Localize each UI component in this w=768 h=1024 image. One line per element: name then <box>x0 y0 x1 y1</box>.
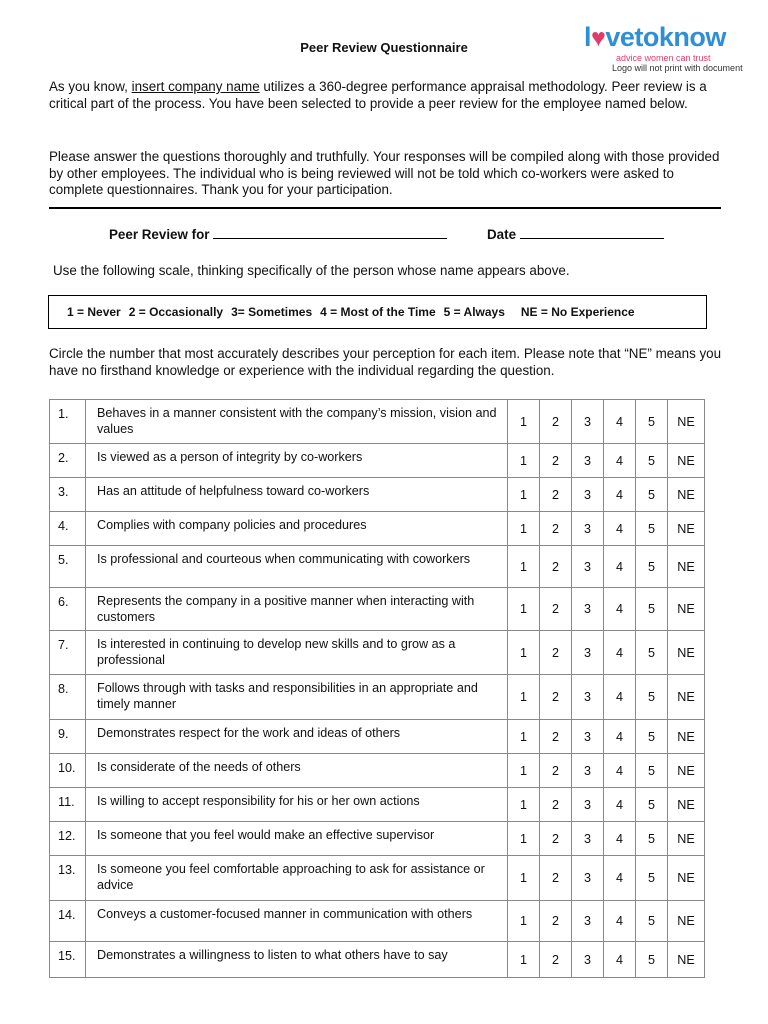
rating-option[interactable]: NE <box>668 720 705 754</box>
question-text: Is someone that you feel would make an effective supervisor <box>86 822 508 856</box>
question-text: Is professional and courteous when communicating with coworkers <box>86 546 508 588</box>
rating-option[interactable]: 2 <box>540 478 572 512</box>
rating-option[interactable]: 2 <box>540 512 572 546</box>
rating-option[interactable]: 5 <box>636 788 668 822</box>
logo-tagline: advice women can trust <box>616 53 711 63</box>
date-field[interactable] <box>487 227 664 242</box>
question-row <box>50 675 705 720</box>
rating-option[interactable]: 5 <box>636 675 668 720</box>
rating-option[interactable]: 4 <box>604 754 636 788</box>
question-row <box>50 478 705 512</box>
rating-option[interactable]: 3 <box>572 822 604 856</box>
question-text: Demonstrates a willingness to listen to what others have to say <box>86 942 508 978</box>
rating-option[interactable]: 3 <box>572 478 604 512</box>
rating-option[interactable]: 5 <box>636 822 668 856</box>
date-blank[interactable] <box>520 227 664 239</box>
rating-option[interactable]: NE <box>668 546 705 588</box>
rating-option[interactable]: NE <box>668 822 705 856</box>
rating-option[interactable]: 5 <box>636 588 668 631</box>
question-text: Is interested in continuing to develop new skills and to grow as a professional <box>86 631 508 675</box>
rating-option[interactable]: 2 <box>540 631 572 675</box>
question-text: Is viewed as a person of integrity by co-workers <box>86 444 508 478</box>
intro-paragraph: As you know, insert company name utilizes a 360-degree performance appraisal methodology. Peer review is a critical part of the process. You have been selected to provide a peer review for the employee named below. <box>49 79 707 111</box>
question-row <box>50 400 705 444</box>
question-row <box>50 754 705 788</box>
rating-option[interactable]: 3 <box>572 901 604 942</box>
scale-item: 5 = Always <box>443 305 505 319</box>
rating-option[interactable]: 2 <box>540 901 572 942</box>
rating-option[interactable]: 3 <box>572 512 604 546</box>
peer-review-for-blank[interactable] <box>213 227 447 239</box>
question-number: 5. <box>50 546 86 588</box>
date-label: Date <box>487 227 517 242</box>
rating-option[interactable]: 1 <box>508 478 540 512</box>
rating-option[interactable]: 2 <box>540 444 572 478</box>
question-row <box>50 942 705 978</box>
rating-option[interactable]: 1 <box>508 546 540 588</box>
rating-option[interactable]: 5 <box>636 631 668 675</box>
rating-option[interactable]: 5 <box>636 400 668 444</box>
question-text: Represents the company in a positive manner when interacting with customers <box>86 588 508 631</box>
question-text: Demonstrates respect for the work and ideas of others <box>86 720 508 754</box>
logo-wordmark: l♥vetoknow <box>584 22 726 52</box>
question-row <box>50 822 705 856</box>
rating-option[interactable]: 4 <box>604 444 636 478</box>
rating-option[interactable]: NE <box>668 512 705 546</box>
rating-option[interactable]: NE <box>668 400 705 444</box>
question-number: 14. <box>50 901 86 942</box>
question-number: 12. <box>50 822 86 856</box>
rating-option[interactable]: NE <box>668 478 705 512</box>
rating-option[interactable]: 4 <box>604 675 636 720</box>
rating-option[interactable]: 2 <box>540 788 572 822</box>
rating-option[interactable]: 4 <box>604 720 636 754</box>
rating-option[interactable]: NE <box>668 788 705 822</box>
question-text: Is willing to accept responsibility for his or her own actions <box>86 788 508 822</box>
rating-option[interactable]: NE <box>668 675 705 720</box>
rating-option[interactable]: 4 <box>604 512 636 546</box>
rating-option[interactable]: 4 <box>604 822 636 856</box>
rating-option[interactable]: NE <box>668 444 705 478</box>
rating-option[interactable]: 5 <box>636 754 668 788</box>
question-text: Follows through with tasks and responsibilities in an appropriate and timely manner <box>86 675 508 720</box>
divider <box>49 207 721 209</box>
scale-intro: Use the following scale, thinking specifically of the person whose name appears above. <box>53 263 570 278</box>
rating-option[interactable]: 1 <box>508 754 540 788</box>
question-row <box>50 546 705 588</box>
question-text: Conveys a customer-focused manner in communication with others <box>86 901 508 942</box>
rating-option[interactable]: 4 <box>604 400 636 444</box>
rating-option[interactable]: 2 <box>540 400 572 444</box>
question-row <box>50 720 705 754</box>
rating-option[interactable]: 2 <box>540 822 572 856</box>
rating-option[interactable]: NE <box>668 901 705 942</box>
rating-option[interactable]: 1 <box>508 901 540 942</box>
rating-option[interactable]: 3 <box>572 856 604 901</box>
rating-option[interactable]: NE <box>668 631 705 675</box>
rating-option[interactable]: 4 <box>604 478 636 512</box>
scale-item: 3= Sometimes <box>231 305 313 319</box>
rating-option[interactable]: 4 <box>604 546 636 588</box>
question-number: 10. <box>50 754 86 788</box>
rating-option[interactable]: 2 <box>540 588 572 631</box>
rating-option[interactable]: 1 <box>508 788 540 822</box>
rating-option[interactable]: 1 <box>508 822 540 856</box>
question-number: 15. <box>50 942 86 978</box>
rating-option[interactable]: 4 <box>604 942 636 978</box>
question-number: 4. <box>50 512 86 546</box>
rating-option[interactable]: NE <box>668 588 705 631</box>
rating-option[interactable]: 1 <box>508 512 540 546</box>
rating-option[interactable]: 3 <box>572 720 604 754</box>
question-number: 2. <box>50 444 86 478</box>
rating-option[interactable]: 3 <box>572 754 604 788</box>
rating-option[interactable]: 1 <box>508 444 540 478</box>
rating-option[interactable]: 3 <box>572 788 604 822</box>
rating-option[interactable]: 1 <box>508 675 540 720</box>
rating-option[interactable]: 2 <box>540 720 572 754</box>
scale-item: 2 = Occasionally <box>128 305 224 319</box>
question-row <box>50 588 705 631</box>
scale-item: 4 = Most of the Time <box>320 305 436 319</box>
question-row <box>50 856 705 901</box>
rating-option[interactable]: 5 <box>636 512 668 546</box>
rating-option[interactable]: NE <box>668 942 705 978</box>
question-text: Has an attitude of helpfulness toward co-workers <box>86 478 508 512</box>
rating-option[interactable]: 3 <box>572 444 604 478</box>
rating-option[interactable]: 3 <box>572 942 604 978</box>
logo-note: Logo will not print with document <box>612 63 743 73</box>
rating-option[interactable]: NE <box>668 856 705 901</box>
question-number: 8. <box>50 675 86 720</box>
question-number: 11. <box>50 788 86 822</box>
question-text: Behaves in a manner consistent with the company’s mission, vision and values <box>86 400 508 444</box>
rating-option[interactable]: 5 <box>636 856 668 901</box>
page-title: Peer Review Questionnaire <box>300 40 468 55</box>
rating-option[interactable]: 4 <box>604 901 636 942</box>
rating-option[interactable]: 1 <box>508 588 540 631</box>
rating-option[interactable]: 4 <box>604 588 636 631</box>
rating-option[interactable]: 3 <box>572 546 604 588</box>
rating-option[interactable]: 5 <box>636 720 668 754</box>
question-number: 6. <box>50 588 86 631</box>
rating-scale-legend <box>48 295 707 329</box>
heart-icon: ♥ <box>591 24 606 52</box>
rating-option[interactable]: 1 <box>508 942 540 978</box>
rating-option[interactable]: 3 <box>572 400 604 444</box>
question-number: 9. <box>50 720 86 754</box>
question-number: 7. <box>50 631 86 675</box>
question-text: Is considerate of the needs of others <box>86 754 508 788</box>
rating-option[interactable]: 5 <box>636 901 668 942</box>
rating-option[interactable]: 3 <box>572 588 604 631</box>
question-number: 13. <box>50 856 86 901</box>
rating-option[interactable]: 3 <box>572 675 604 720</box>
rating-option[interactable]: 5 <box>636 444 668 478</box>
rating-option[interactable]: 5 <box>636 546 668 588</box>
rating-option[interactable]: 4 <box>604 856 636 901</box>
question-text: Complies with company policies and procedures <box>86 512 508 546</box>
scale-item: 1 = Never <box>67 305 121 319</box>
rating-option[interactable]: 3 <box>572 631 604 675</box>
question-number: 1. <box>50 400 86 444</box>
rating-option[interactable]: 2 <box>540 942 572 978</box>
question-row <box>50 512 705 546</box>
question-row <box>50 788 705 822</box>
question-number: 3. <box>50 478 86 512</box>
circle-instructions: Circle the number that most accurately describes your perception for each item. Please note that “NE” means you have no firsthand knowledge or experience with the individual regarding the question. <box>49 346 722 378</box>
question-row <box>50 631 705 675</box>
rating-option[interactable]: 2 <box>540 675 572 720</box>
rating-option[interactable]: 4 <box>604 631 636 675</box>
rating-option[interactable]: 2 <box>540 754 572 788</box>
company-name-placeholder[interactable]: insert company name <box>131 79 260 94</box>
rating-option[interactable]: 1 <box>508 856 540 901</box>
rating-option[interactable]: 4 <box>604 788 636 822</box>
rating-option[interactable]: 2 <box>540 856 572 901</box>
question-row <box>50 444 705 478</box>
rating-option[interactable]: 1 <box>508 400 540 444</box>
question-text: Is someone you feel comfortable approaching to ask for assistance or advice <box>86 856 508 901</box>
rating-option[interactable]: 1 <box>508 720 540 754</box>
question-row <box>50 901 705 942</box>
instructions-paragraph: Please answer the questions thoroughly and truthfully. Your responses will be compiled along with those provided by other employees. The individual who is being reviewed will not be told which co-workers were asked to complete questionnaires. Thank you for your participation. <box>49 149 720 197</box>
peer-review-for-label: Peer Review for <box>109 227 210 242</box>
peer-review-for-field[interactable] <box>109 227 447 242</box>
rating-option[interactable]: NE <box>668 754 705 788</box>
rating-option[interactable]: 5 <box>636 478 668 512</box>
rating-option[interactable]: 1 <box>508 631 540 675</box>
scale-item: NE = No Experience <box>520 305 635 319</box>
questionnaire-table <box>49 399 705 978</box>
rating-option[interactable]: 2 <box>540 546 572 588</box>
rating-option[interactable]: 5 <box>636 942 668 978</box>
